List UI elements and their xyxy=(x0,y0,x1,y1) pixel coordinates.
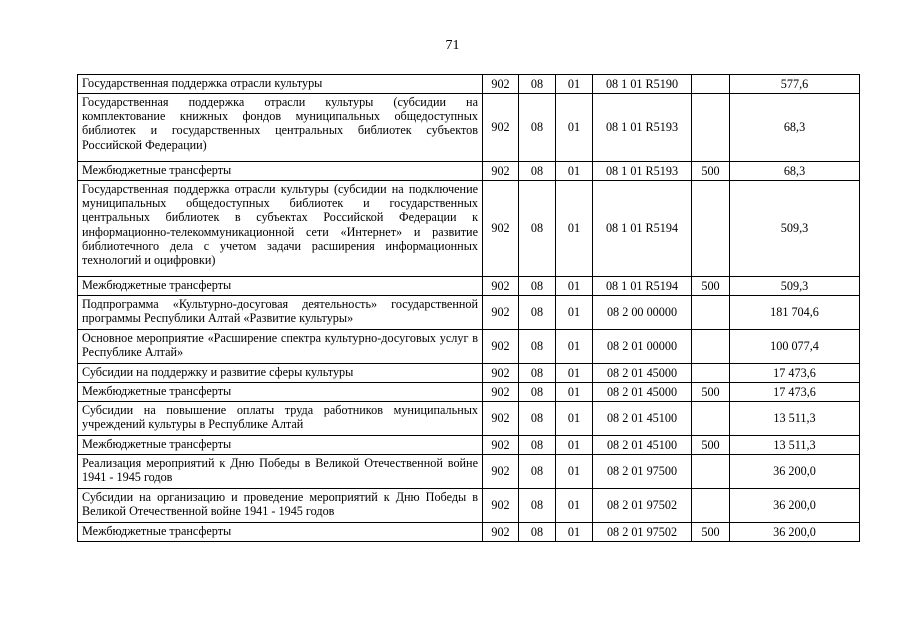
item-name: Межбюджетные трансферты xyxy=(78,383,483,402)
expense-type-code: 500 xyxy=(692,383,730,402)
amount: 577,6 xyxy=(730,75,860,94)
amount: 68,3 xyxy=(730,162,860,181)
amount: 509,3 xyxy=(730,181,860,277)
expense-type-code xyxy=(692,181,730,277)
item-name: Субсидии на поддержку и развитие сферы культуры xyxy=(78,364,483,383)
subsection-code: 01 xyxy=(556,455,593,489)
subsection-code: 01 xyxy=(556,162,593,181)
grbs-code: 902 xyxy=(483,364,519,383)
item-name: Государственная поддержка отрасли культуры (субсидии на подключение муниципальных общедоступных библиотек и государственных центральных библиотек в субъектах Российской Федерации к информационно-телекоммуникационной сети «Интернет» и развитие библиотечного дела с учетом задачи расширения информационных технологий и оцифровки) xyxy=(78,181,483,277)
item-name: Реализация мероприятий к Дню Победы в Великой Отечественной войне 1941 - 1945 годов xyxy=(78,455,483,489)
amount: 36 200,0 xyxy=(730,489,860,523)
subsection-code: 01 xyxy=(556,402,593,436)
expense-type-code xyxy=(692,94,730,162)
budget-table-body xyxy=(78,75,860,542)
expense-type-code xyxy=(692,296,730,330)
amount: 17 473,6 xyxy=(730,383,860,402)
target-article-code: 08 2 01 45100 xyxy=(593,402,692,436)
grbs-code: 902 xyxy=(483,162,519,181)
subsection-code: 01 xyxy=(556,94,593,162)
grbs-code: 902 xyxy=(483,75,519,94)
table-row xyxy=(78,330,860,364)
section-code: 08 xyxy=(519,162,556,181)
target-article-code: 08 1 01 R5194 xyxy=(593,181,692,277)
subsection-code: 01 xyxy=(556,436,593,455)
section-code: 08 xyxy=(519,436,556,455)
target-article-code: 08 2 01 97502 xyxy=(593,523,692,542)
amount: 68,3 xyxy=(730,94,860,162)
expense-type-code xyxy=(692,75,730,94)
target-article-code: 08 2 01 45000 xyxy=(593,364,692,383)
target-article-code: 08 1 01 R5193 xyxy=(593,94,692,162)
amount: 36 200,0 xyxy=(730,523,860,542)
grbs-code: 902 xyxy=(483,181,519,277)
subsection-code: 01 xyxy=(556,181,593,277)
expense-type-code xyxy=(692,330,730,364)
item-name: Межбюджетные трансферты xyxy=(78,523,483,542)
table-row xyxy=(78,94,860,162)
item-name: Субсидии на повышение оплаты труда работников муниципальных учреждений культуры в Республике Алтай xyxy=(78,402,483,436)
target-article-code: 08 1 01 R5194 xyxy=(593,277,692,296)
grbs-code: 902 xyxy=(483,402,519,436)
subsection-code: 01 xyxy=(556,523,593,542)
item-name: Межбюджетные трансферты xyxy=(78,162,483,181)
amount: 36 200,0 xyxy=(730,455,860,489)
subsection-code: 01 xyxy=(556,364,593,383)
section-code: 08 xyxy=(519,75,556,94)
grbs-code: 902 xyxy=(483,330,519,364)
subsection-code: 01 xyxy=(556,383,593,402)
section-code: 08 xyxy=(519,330,556,364)
section-code: 08 xyxy=(519,402,556,436)
table-row xyxy=(78,383,860,402)
grbs-code: 902 xyxy=(483,523,519,542)
table-row xyxy=(78,364,860,383)
table-row xyxy=(78,277,860,296)
table-row xyxy=(78,75,860,94)
section-code: 08 xyxy=(519,489,556,523)
item-name: Межбюджетные трансферты xyxy=(78,277,483,296)
grbs-code: 902 xyxy=(483,277,519,296)
target-article-code: 08 2 01 97502 xyxy=(593,489,692,523)
expense-type-code xyxy=(692,402,730,436)
subsection-code: 01 xyxy=(556,296,593,330)
expense-type-code: 500 xyxy=(692,523,730,542)
section-code: 08 xyxy=(519,296,556,330)
expense-type-code xyxy=(692,455,730,489)
expense-type-code: 500 xyxy=(692,277,730,296)
grbs-code: 902 xyxy=(483,489,519,523)
amount: 181 704,6 xyxy=(730,296,860,330)
subsection-code: 01 xyxy=(556,75,593,94)
item-name: Основное мероприятие «Расширение спектра культурно-досуговых услуг в Республике Алтай» xyxy=(78,330,483,364)
budget-table xyxy=(77,74,860,542)
table-row xyxy=(78,181,860,277)
table-row xyxy=(78,162,860,181)
grbs-code: 902 xyxy=(483,383,519,402)
grbs-code: 902 xyxy=(483,296,519,330)
expense-type-code: 500 xyxy=(692,162,730,181)
table-row xyxy=(78,523,860,542)
target-article-code: 08 1 01 R5193 xyxy=(593,162,692,181)
expense-type-code xyxy=(692,364,730,383)
amount: 509,3 xyxy=(730,277,860,296)
section-code: 08 xyxy=(519,277,556,296)
table-row xyxy=(78,296,860,330)
table-row xyxy=(78,455,860,489)
target-article-code: 08 2 01 45000 xyxy=(593,383,692,402)
target-article-code: 08 2 01 45100 xyxy=(593,436,692,455)
table-row xyxy=(78,402,860,436)
amount: 100 077,4 xyxy=(730,330,860,364)
section-code: 08 xyxy=(519,181,556,277)
section-code: 08 xyxy=(519,364,556,383)
amount: 13 511,3 xyxy=(730,402,860,436)
item-name: Подпрограмма «Культурно-досуговая деятельность» государственной программы Республики Алтай «Развитие культуры» xyxy=(78,296,483,330)
target-article-code: 08 2 01 00000 xyxy=(593,330,692,364)
item-name: Государственная поддержка отрасли культуры xyxy=(78,75,483,94)
amount: 13 511,3 xyxy=(730,436,860,455)
grbs-code: 902 xyxy=(483,94,519,162)
section-code: 08 xyxy=(519,523,556,542)
expense-type-code: 500 xyxy=(692,436,730,455)
table-row xyxy=(78,489,860,523)
expense-type-code xyxy=(692,489,730,523)
target-article-code: 08 2 00 00000 xyxy=(593,296,692,330)
table-row xyxy=(78,436,860,455)
item-name: Субсидии на организацию и проведение мероприятий к Дню Победы в Великой Отечественной войне 1941 - 1945 годов xyxy=(78,489,483,523)
grbs-code: 902 xyxy=(483,455,519,489)
subsection-code: 01 xyxy=(556,277,593,296)
target-article-code: 08 2 01 97500 xyxy=(593,455,692,489)
section-code: 08 xyxy=(519,383,556,402)
subsection-code: 01 xyxy=(556,489,593,523)
page-number: 71 xyxy=(445,38,460,53)
section-code: 08 xyxy=(519,94,556,162)
item-name: Межбюджетные трансферты xyxy=(78,436,483,455)
section-code: 08 xyxy=(519,455,556,489)
subsection-code: 01 xyxy=(556,330,593,364)
target-article-code: 08 1 01 R5190 xyxy=(593,75,692,94)
item-name: Государственная поддержка отрасли культуры (субсидии на комплектование книжных фондов муниципальных общедоступных библиотек и государственных центральных библиотек субъектов Российской Федерации) xyxy=(78,94,483,162)
amount: 17 473,6 xyxy=(730,364,860,383)
grbs-code: 902 xyxy=(483,436,519,455)
